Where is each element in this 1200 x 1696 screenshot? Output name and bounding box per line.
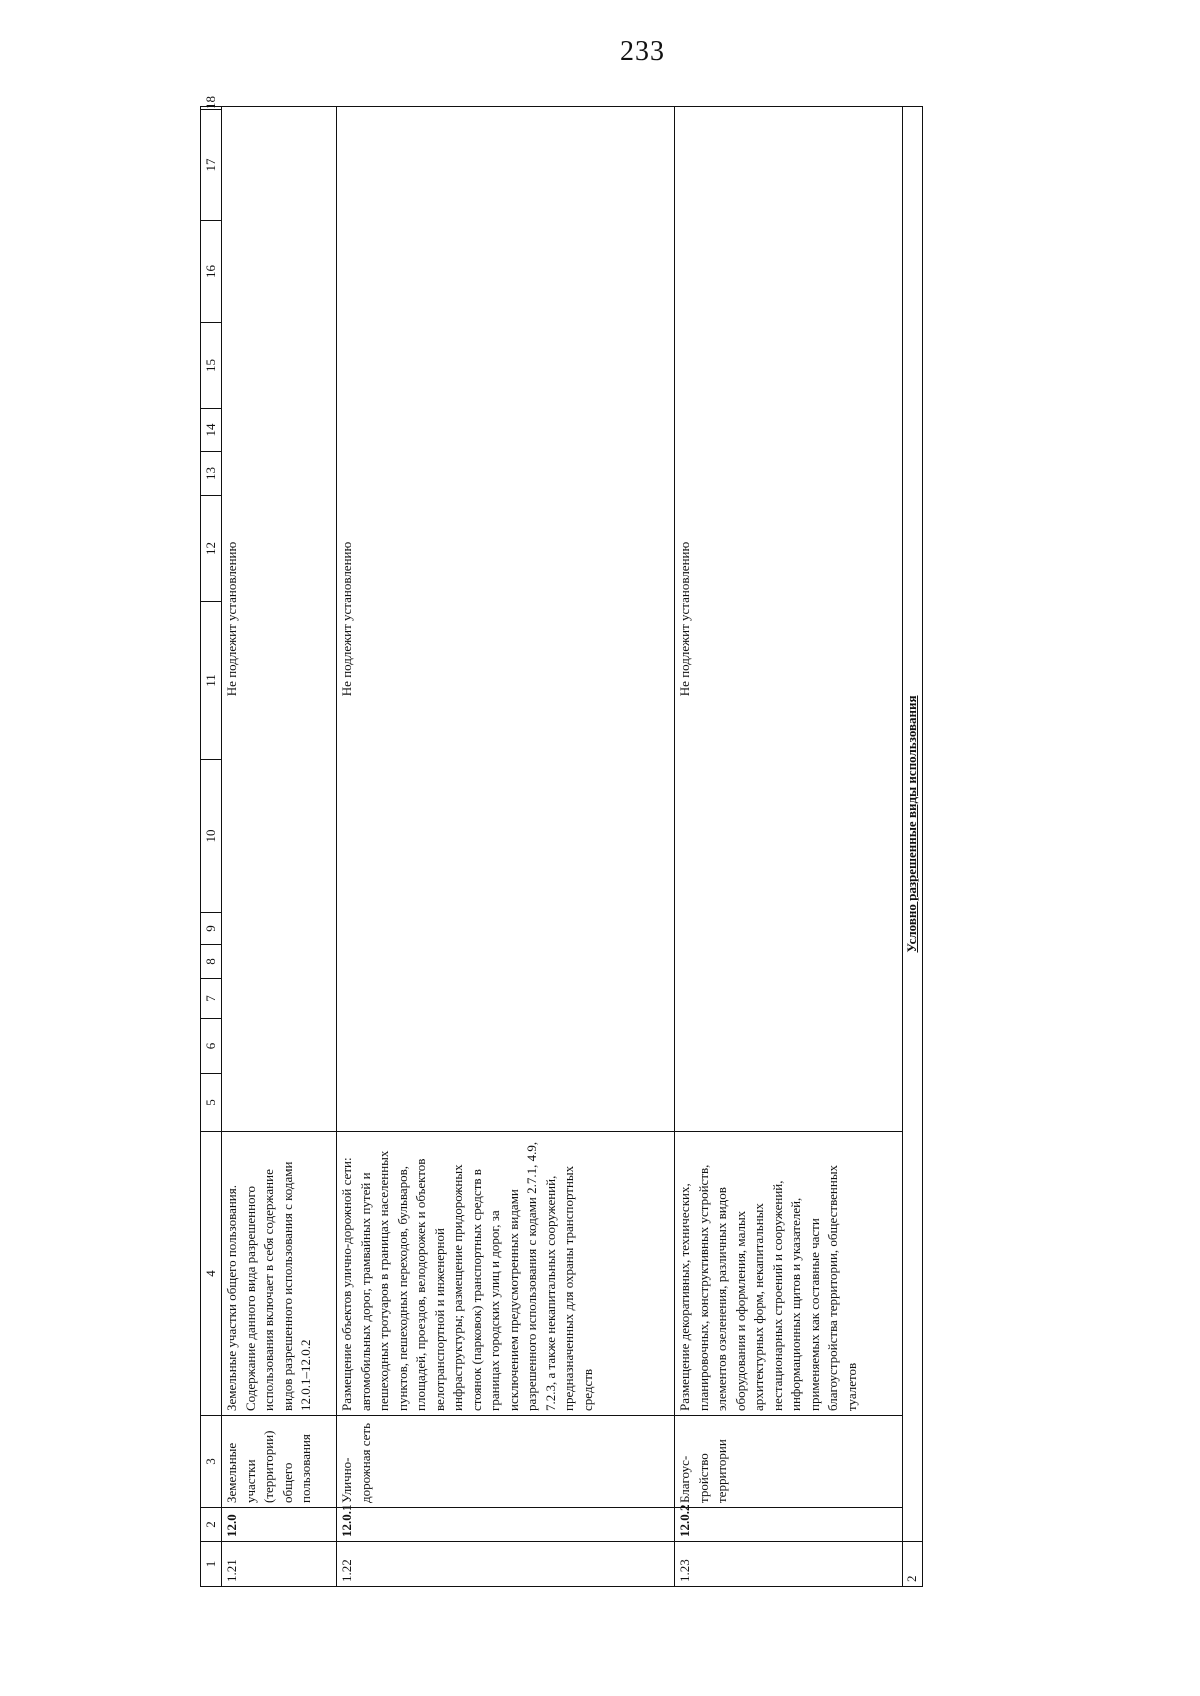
column-number: 1 (201, 1542, 222, 1587)
table-row (222, 107, 337, 1587)
use-description: Размещение объектов улично-дорожной сети: автомобильных дорог, трамвайных путей и пешеходных тротуаров в границах населенных пунктов, пешеходных переходов, бульваров, площадей, проездов, велодорожек и объектов велотранспортной и инженерной инфраструктуры; размещение придорожных стоянок (парковок) транспортных средств в границах городских улиц и дорог, за исключением предусмотренных видами разрешенного использования с кодами 2.7.1, 4.9, 7.2.3, а также некапитальных сооружений, предназначенных для охраны транспортных средств (337, 1132, 675, 1416)
use-name: Улично-дорожная сеть (337, 1416, 675, 1508)
column-number: 14 (201, 409, 222, 452)
section-number: 2 (903, 1542, 923, 1587)
row-number: 1.22 (337, 1542, 675, 1587)
use-code: 12.0.2 (675, 1508, 903, 1542)
section-row (903, 107, 923, 1587)
parameters-cell: Не подлежит установлению (675, 107, 903, 1132)
column-number: 18 (201, 107, 222, 110)
column-number: 16 (201, 221, 222, 323)
table-row (675, 107, 903, 1587)
section-title: Условно разрешенные виды использования (903, 107, 923, 1542)
column-number: 4 (201, 1132, 222, 1416)
column-number: 2 (201, 1508, 222, 1542)
rotated-table-wrapper (200, 96, 919, 1587)
column-number: 8 (201, 945, 222, 979)
column-number-header-row (201, 107, 222, 1587)
column-number: 6 (201, 1019, 222, 1074)
column-number: 10 (201, 760, 222, 913)
use-description: Земельные участки общего пользования. Содержание данного вида разрешенного использования включает в себя содержание видов разрешенного использования с кодами 12.0.1–12.0.2 (222, 1132, 337, 1416)
page-number: 233 (620, 36, 665, 67)
row-number: 1.21 (222, 1542, 337, 1587)
use-code: 12.0.1 (337, 1508, 675, 1542)
column-number: 12 (201, 496, 222, 602)
parameters-cell: Не подлежит установлению (222, 107, 337, 1132)
column-number: 11 (201, 602, 222, 760)
column-number: 3 (201, 1416, 222, 1508)
parameters-cell: Не подлежит установлению (337, 107, 675, 1132)
use-description: Размещение декоративных, технических, планировочных, конструктивных устройств, элементов озеленения, различных видов оборудования и оформления, малых архитектурных форм, некапитальных нестационарных строений и сооружений, информационных щитов и указателей, применяемых как составные части благоустройства территории, общественных туалетов (675, 1132, 903, 1416)
column-number: 15 (201, 323, 222, 409)
table-row (337, 107, 675, 1587)
column-number: 7 (201, 979, 222, 1019)
use-code: 12.0 (222, 1508, 337, 1542)
column-number: 5 (201, 1074, 222, 1132)
column-number: 9 (201, 913, 222, 945)
permitted-use-table (200, 96, 923, 1587)
row-number: 1.23 (675, 1542, 903, 1587)
use-name: Благоус-тройство территории (675, 1416, 903, 1508)
column-number: 13 (201, 452, 222, 496)
column-number: 17 (201, 110, 222, 221)
use-name: Земельные участки (территории) общего пользования (222, 1416, 337, 1508)
